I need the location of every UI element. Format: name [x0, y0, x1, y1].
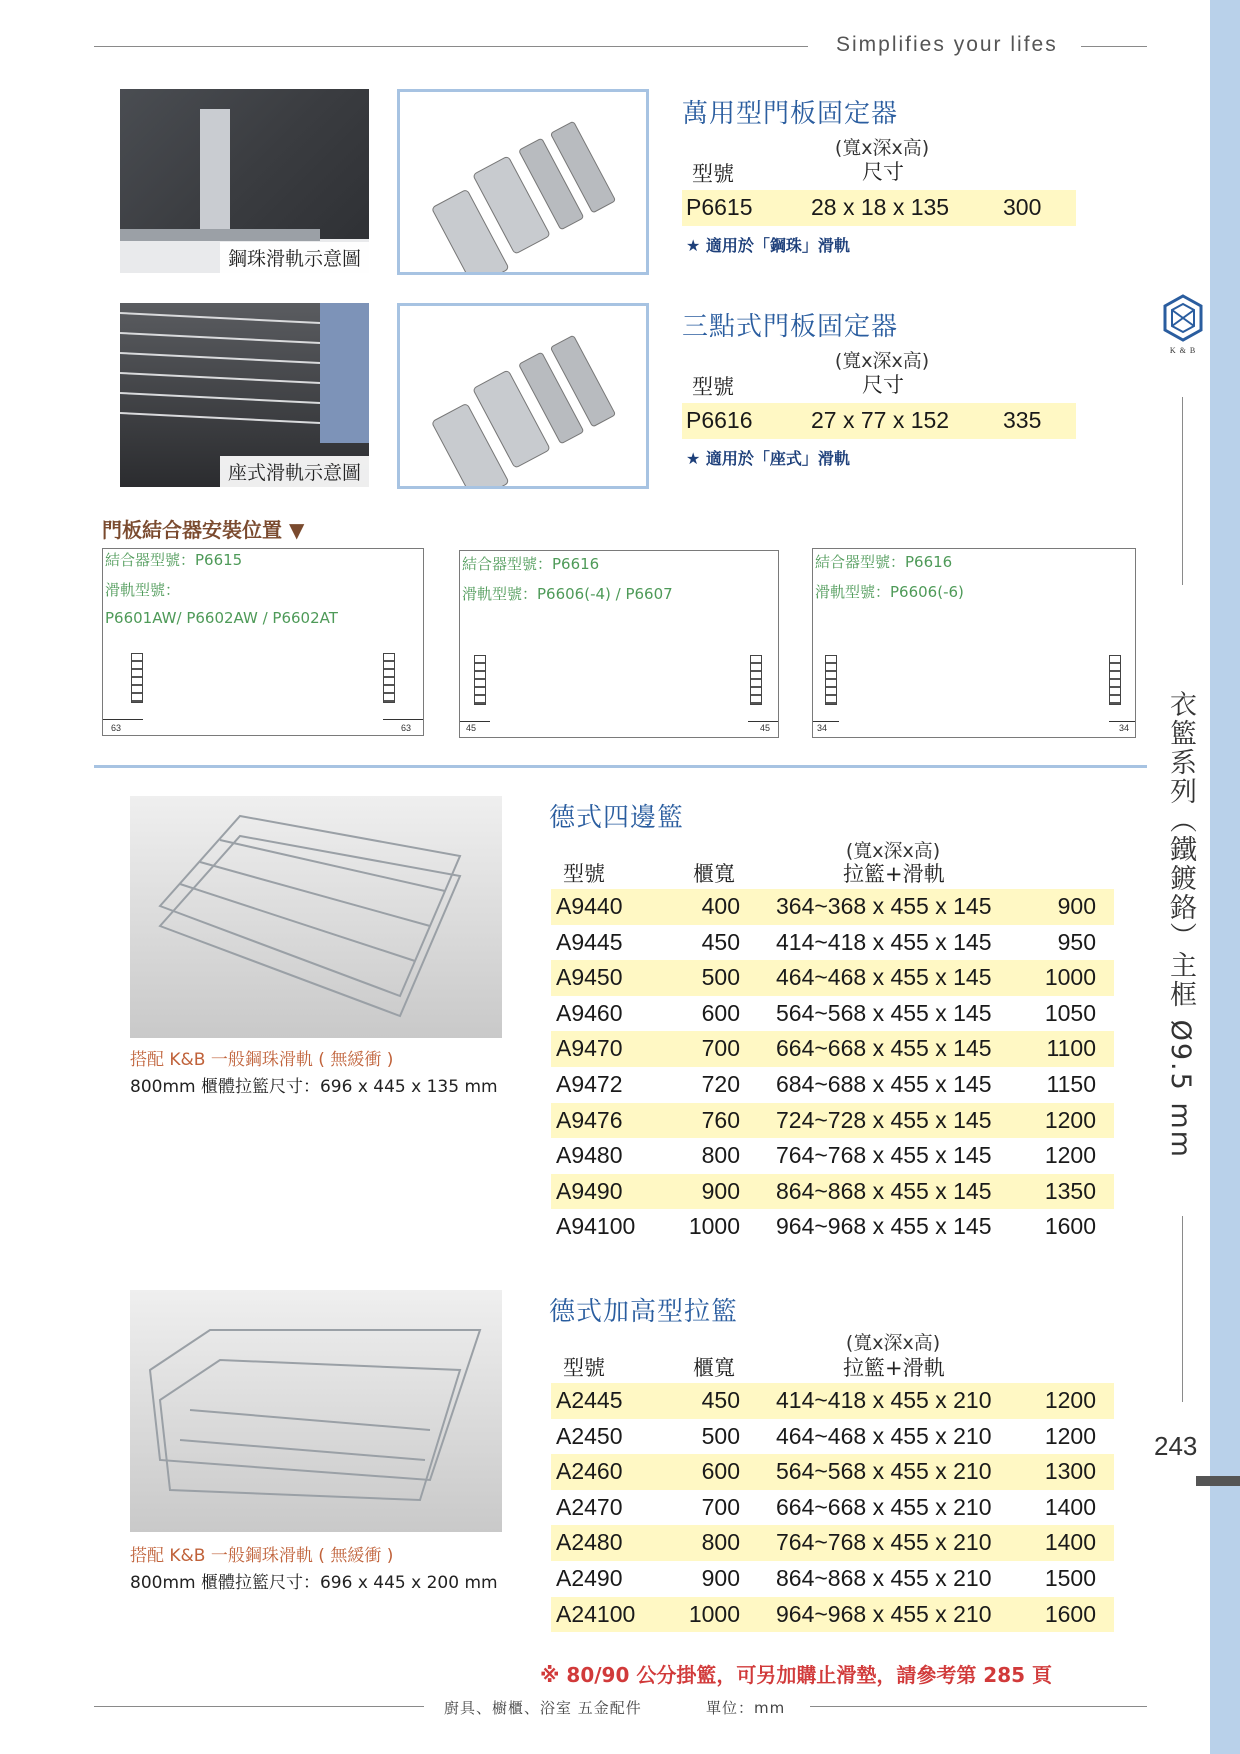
cell-size: 684~688 x 455 x 145 [776, 1071, 992, 1097]
basket1-photo [130, 796, 502, 1038]
panel2-line2: 滑軌型號：P6606(-4) / P6607 [462, 585, 673, 603]
cell-qty: 1400 [1044, 1529, 1096, 1556]
cell-model: A9460 [556, 999, 623, 1026]
basket2-col-model: 型號 [563, 1356, 605, 1380]
cell-qty: 950 [1057, 928, 1096, 955]
footer-rule-right [810, 1706, 1147, 1707]
install-panel-1 [102, 548, 424, 736]
side-rule-bottom [1182, 1216, 1183, 1402]
cell-size: 414~418 x 455 x 145 [776, 928, 992, 955]
fixer-illustration [400, 92, 646, 272]
cell-width: 720 [701, 1071, 740, 1097]
fixer1-size: 28 x 18 x 135 [811, 194, 950, 220]
cell-size: 964~968 x 455 x 145 [776, 1213, 992, 1240]
basket1-col-size: 拉籃+滑軌 [843, 862, 945, 886]
install-panel-3 [812, 548, 1136, 738]
cell-width: 500 [701, 1422, 740, 1449]
side-rule-top [1182, 397, 1183, 585]
cell-qty: 1100 [1046, 1035, 1096, 1062]
cell-width: 760 [701, 1106, 740, 1133]
cell-size: 764~768 x 455 x 145 [776, 1142, 992, 1169]
page-number: 243 [1154, 1431, 1198, 1461]
cell-size: 664~668 x 455 x 210 [776, 1493, 992, 1520]
fixer2-size: 27 x 77 x 152 [811, 407, 950, 433]
cell-qty: 1200 [1044, 1422, 1096, 1449]
panel1-line2: 滑軌型號： [105, 581, 181, 599]
panel3-line1: 結合器型號：P6616 [815, 553, 953, 571]
cell-qty: 1600 [1044, 1600, 1096, 1627]
hinge-icon [131, 653, 143, 703]
cell-model: A2460 [556, 1458, 623, 1485]
cell-width: 500 [701, 964, 740, 991]
cell-model: A2480 [556, 1529, 623, 1556]
footer-rule-left [94, 1706, 424, 1707]
cell-size: 764~768 x 455 x 210 [776, 1529, 992, 1556]
cell-qty: 1050 [1044, 999, 1096, 1026]
cell-qty: 1500 [1044, 1565, 1096, 1591]
cell-model: A9470 [556, 1035, 623, 1062]
hinge-icon [474, 655, 486, 705]
series-title: 衣籃系列（鐵鍍鉻）主框 Ø9.5 mm [1165, 690, 1196, 1159]
cell-model: A2470 [556, 1493, 623, 1520]
dim-line [103, 719, 143, 720]
hinge-icon [750, 655, 762, 705]
header-rule-right [1081, 46, 1147, 47]
basket2-col-size: 拉籃+滑軌 [843, 1356, 945, 1380]
basket1-col-width: 櫃寬 [693, 862, 735, 886]
install-panel-2 [459, 550, 779, 738]
basket1-caption2: 800mm 櫃體拉籃尺寸：696 x 445 x 135 mm [130, 1077, 498, 1097]
dim-line [748, 721, 778, 722]
cell-width: 1000 [688, 1213, 740, 1240]
cell-model: A2450 [556, 1422, 623, 1449]
cell-model: A9440 [556, 893, 623, 919]
cell-model: A9480 [556, 1142, 623, 1169]
seat-slide-photo [120, 303, 369, 487]
cell-model: A9476 [556, 1106, 623, 1133]
cell-qty: 900 [1057, 893, 1096, 919]
fixer1-col-size: 尺寸 [862, 160, 904, 184]
cell-model: A9450 [556, 964, 623, 991]
cell-width: 800 [701, 1529, 740, 1556]
ball-slide-caption: 鋼珠滑軌示意圖 [220, 242, 369, 273]
cell-qty: 1200 [1044, 1106, 1096, 1133]
fixer2-title: 三點式門板固定器 [682, 312, 899, 342]
fixer1-size-hint: (寬x深x高) [834, 137, 930, 159]
cell-width: 700 [701, 1493, 740, 1520]
fixer1-model: P6615 [686, 194, 753, 220]
footer-category: 廚具、櫥櫃、浴室 五金配件 [444, 1699, 642, 1717]
cell-model: A9490 [556, 1177, 623, 1204]
fixer1-qty: 300 [1003, 194, 1042, 220]
cell-size: 864~868 x 455 x 210 [776, 1565, 992, 1591]
fixer1-title: 萬用型門板固定器 [682, 99, 899, 129]
basket1-size-hint: (寬x深x高) [845, 840, 941, 862]
basket2-caption2: 800mm 櫃體拉籃尺寸：696 x 445 x 200 mm [130, 1573, 498, 1593]
cell-width: 900 [701, 1565, 740, 1591]
cell-size: 564~568 x 455 x 145 [776, 999, 992, 1026]
seat-slide-caption: 座式滑軌示意圖 [220, 456, 369, 487]
cell-size: 864~868 x 455 x 145 [776, 1177, 992, 1204]
cell-model: A9472 [556, 1071, 623, 1097]
panel2-dim-left: 45 [466, 723, 477, 733]
cell-size: 364~368 x 455 x 145 [776, 893, 992, 919]
cell-size: 414~418 x 455 x 210 [776, 1387, 992, 1413]
basket1-title: 德式四邊籃 [549, 803, 685, 833]
p6615-product-frame [397, 89, 649, 275]
fixer1-col-model: 型號 [692, 162, 734, 186]
fixer2-size-hint: (寬x深x高) [834, 350, 930, 372]
cell-qty: 1600 [1044, 1213, 1096, 1240]
cell-model: A94100 [556, 1213, 636, 1240]
cell-width: 800 [701, 1142, 740, 1169]
cell-width: 400 [701, 893, 740, 919]
panel3-line2: 滑軌型號：P6606(-6) [815, 583, 964, 601]
panel1-dim-left: 63 [111, 723, 122, 733]
basket2-title: 德式加高型拉籃 [549, 1297, 739, 1327]
install-title: 門板結合器安裝位置 ▼ [102, 518, 305, 542]
cell-qty: 1150 [1046, 1071, 1096, 1097]
fixer1-note: ★ 適用於「鋼珠」滑軌 [686, 236, 850, 255]
basket1-caption1: 搭配 K&B 一般鋼珠滑軌 ( 無緩衝 ) [130, 1050, 394, 1070]
cell-width: 1000 [688, 1600, 740, 1627]
cell-size: 464~468 x 455 x 145 [776, 964, 992, 991]
cell-model: A2445 [556, 1387, 623, 1413]
dim-line [1109, 721, 1135, 722]
panel1-line3: P6601AW/ P6602AW / P6602AT [105, 609, 338, 627]
panel1-dim-right: 63 [401, 723, 412, 733]
cell-width: 600 [701, 999, 740, 1026]
cell-qty: 1200 [1044, 1387, 1096, 1413]
hinge-icon [825, 655, 837, 705]
basket1-col-model: 型號 [563, 862, 605, 886]
basket-illustration [130, 796, 502, 1038]
page-tab [1196, 1476, 1240, 1486]
fixer2-qty: 335 [1003, 407, 1042, 433]
cell-size: 664~668 x 455 x 145 [776, 1035, 992, 1062]
dim-line [460, 721, 490, 722]
header-rule-left [94, 46, 808, 47]
cell-size: 724~728 x 455 x 145 [776, 1106, 992, 1133]
cell-width: 700 [701, 1035, 740, 1062]
section-divider [94, 765, 1147, 768]
cell-width: 450 [701, 928, 740, 955]
cell-model: A24100 [556, 1600, 636, 1627]
brand-label: K & B [1169, 346, 1197, 355]
cell-width: 600 [701, 1458, 740, 1485]
fixer2-model: P6616 [686, 407, 753, 433]
hinge-icon [1109, 655, 1121, 705]
cell-qty: 1400 [1044, 1493, 1096, 1520]
side-color-bar [1210, 0, 1240, 1754]
basket2-photo [130, 1290, 502, 1532]
fixer-illustration-2 [400, 306, 646, 486]
cell-size: 464~468 x 455 x 210 [776, 1422, 992, 1449]
fixer2-col-size: 尺寸 [862, 373, 904, 397]
bottom-note: ※ 80/90 公分掛籃，可另加購止滑墊，請參考第 285 頁 [540, 1663, 1053, 1687]
cell-width: 900 [701, 1177, 740, 1204]
basket2-caption1: 搭配 K&B 一般鋼珠滑軌 ( 無緩衝 ) [130, 1546, 394, 1566]
cell-model: A9445 [556, 928, 623, 955]
footer-unit: 單位：mm [706, 1699, 786, 1717]
hinge-icon [383, 653, 395, 703]
dim-line [813, 721, 839, 722]
panel1-line1: 結合器型號：P6615 [105, 551, 243, 569]
panel3-dim-left: 34 [817, 723, 828, 733]
fixer2-note: ★ 適用於「座式」滑軌 [686, 449, 850, 468]
cell-width: 450 [701, 1387, 740, 1413]
panel2-dim-right: 45 [760, 723, 771, 733]
cell-qty: 1300 [1044, 1458, 1096, 1485]
basket-illustration [130, 1290, 502, 1532]
cell-size: 564~568 x 455 x 210 [776, 1458, 992, 1485]
brand-logo [1163, 294, 1203, 360]
p6616-product-frame [397, 303, 649, 489]
ball-slide-photo [120, 89, 369, 273]
cell-qty: 1200 [1044, 1142, 1096, 1169]
cell-model: A2490 [556, 1565, 623, 1591]
basket2-size-hint: (寬x深x高) [845, 1332, 941, 1354]
fixer2-col-model: 型號 [692, 375, 734, 399]
cell-qty: 1350 [1044, 1177, 1096, 1204]
cell-size: 964~968 x 455 x 210 [776, 1600, 992, 1627]
basket2-col-width: 櫃寬 [693, 1356, 735, 1380]
cell-qty: 1000 [1044, 964, 1096, 991]
panel2-line1: 結合器型號：P6616 [462, 555, 600, 573]
slogan: Simplifies your lifes [836, 33, 1058, 56]
panel3-dim-right: 34 [1119, 723, 1130, 733]
dim-line [383, 719, 423, 720]
kb-logo-icon [1163, 294, 1203, 342]
